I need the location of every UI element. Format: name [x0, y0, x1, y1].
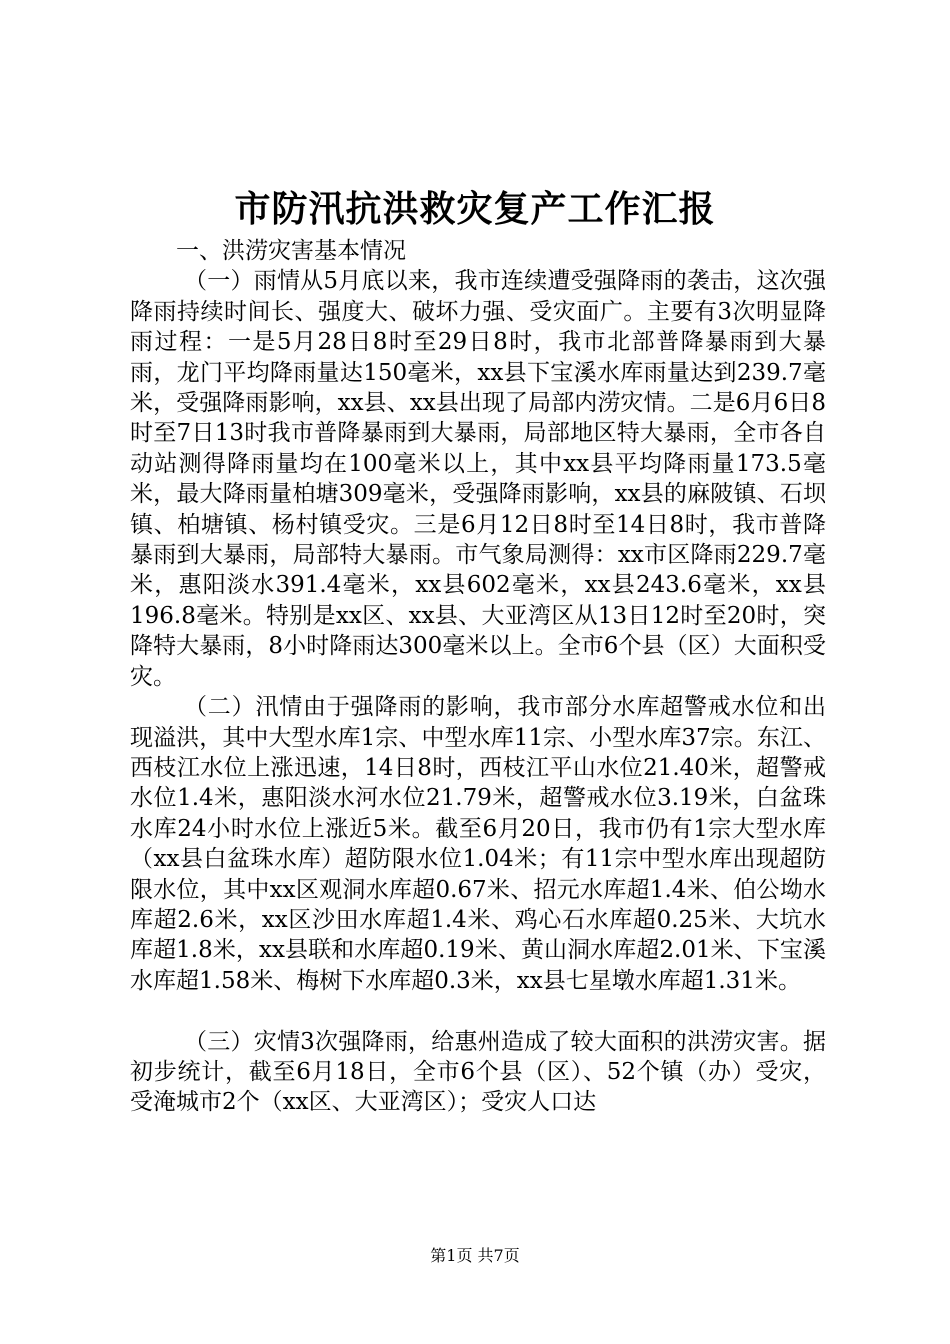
- paragraph-rainfall: （一）雨情从5月底以来，我市连续遭受强降雨的袭击，这次强降雨持续时间长、强度大、破坏力强、受灾面广。主要有3次明显降雨过程：一是5月28日8时至29日8时，我市北部普降暴雨到大暴雨，龙门平均降雨量达150毫米，xx县下宝溪水库雨量达到239.7毫米，受强降雨影响，xx县、xx县出现了局部内涝灾情。二是6月6日8时至7日13时我市普降暴雨到大暴雨，局部地区特大暴雨，全市各自动站测得降雨量均在100毫米以上，其中xx县平均降雨量173.5毫米，最大降雨量柏塘309毫米，受强降雨影响，xx县的麻陂镇、石坝镇、柏塘镇、杨村镇受灾。三是6月12日8时至14日8时，我市普降暴雨到大暴雨，局部特大暴雨。市气象局测得：xx市区降雨229.7毫米，惠阳淡水391.4毫米，xx县602毫米，xx县243.6毫米，xx县196.8毫米。特别是xx区、xx县、大亚湾区从13日12时至20时，突降特大暴雨，8小时降雨达300毫米以上。全市6个县（区）大面积受灾。: [130, 268, 826, 690]
- document-title: 市防汛抗洪救灾复产工作汇报: [234, 188, 716, 230]
- page-footer: 第1页 共7页: [430, 1246, 520, 1265]
- paragraph-disaster-situation: （三）灾情3次强降雨，给惠州造成了较大面积的洪涝灾害。据初步统计，截至6月18日，全市6个县（区）、52个镇（办）受灾，受淹城市2个（xx区、大亚湾区）；受灾人口达: [130, 1028, 826, 1116]
- section-heading: 一、洪涝灾害基本情况: [176, 238, 406, 264]
- document-body: [130, 236, 826, 1118]
- paragraph-flood-situation: （二）汛情由于强降雨的影响，我市部分水库超警戒水位和出现溢洪，其中大型水库1宗、中型水库11宗、小型水库37宗。东江、西枝江水位上涨迅速，14日8时，西枝江平山水位21.40米，超警戒水位1.4米，惠阳淡水河水位21.79米，超警戒水位3.19米，白盆珠水库24小时水位上涨近5米。截至6月20日，我市仍有1宗大型水库（xx县白盆珠水库）超防限水位1.04米；有11宗中型水库出现超防限水位，其中xx区观洞水库超0.67米、招元水库超1.4米、伯公坳水库超2.6米，xx区沙田水库超1.4米、鸡心石水库超0.25米、大坑水库超1.8米，xx县联和水库超0.19米、黄山洞水库超2.01米、下宝溪水库超1.58米、梅树下水库超0.3米，xx县七星墩水库超1.31米。: [130, 694, 826, 994]
- paragraph-spacer: [130, 996, 826, 1026]
